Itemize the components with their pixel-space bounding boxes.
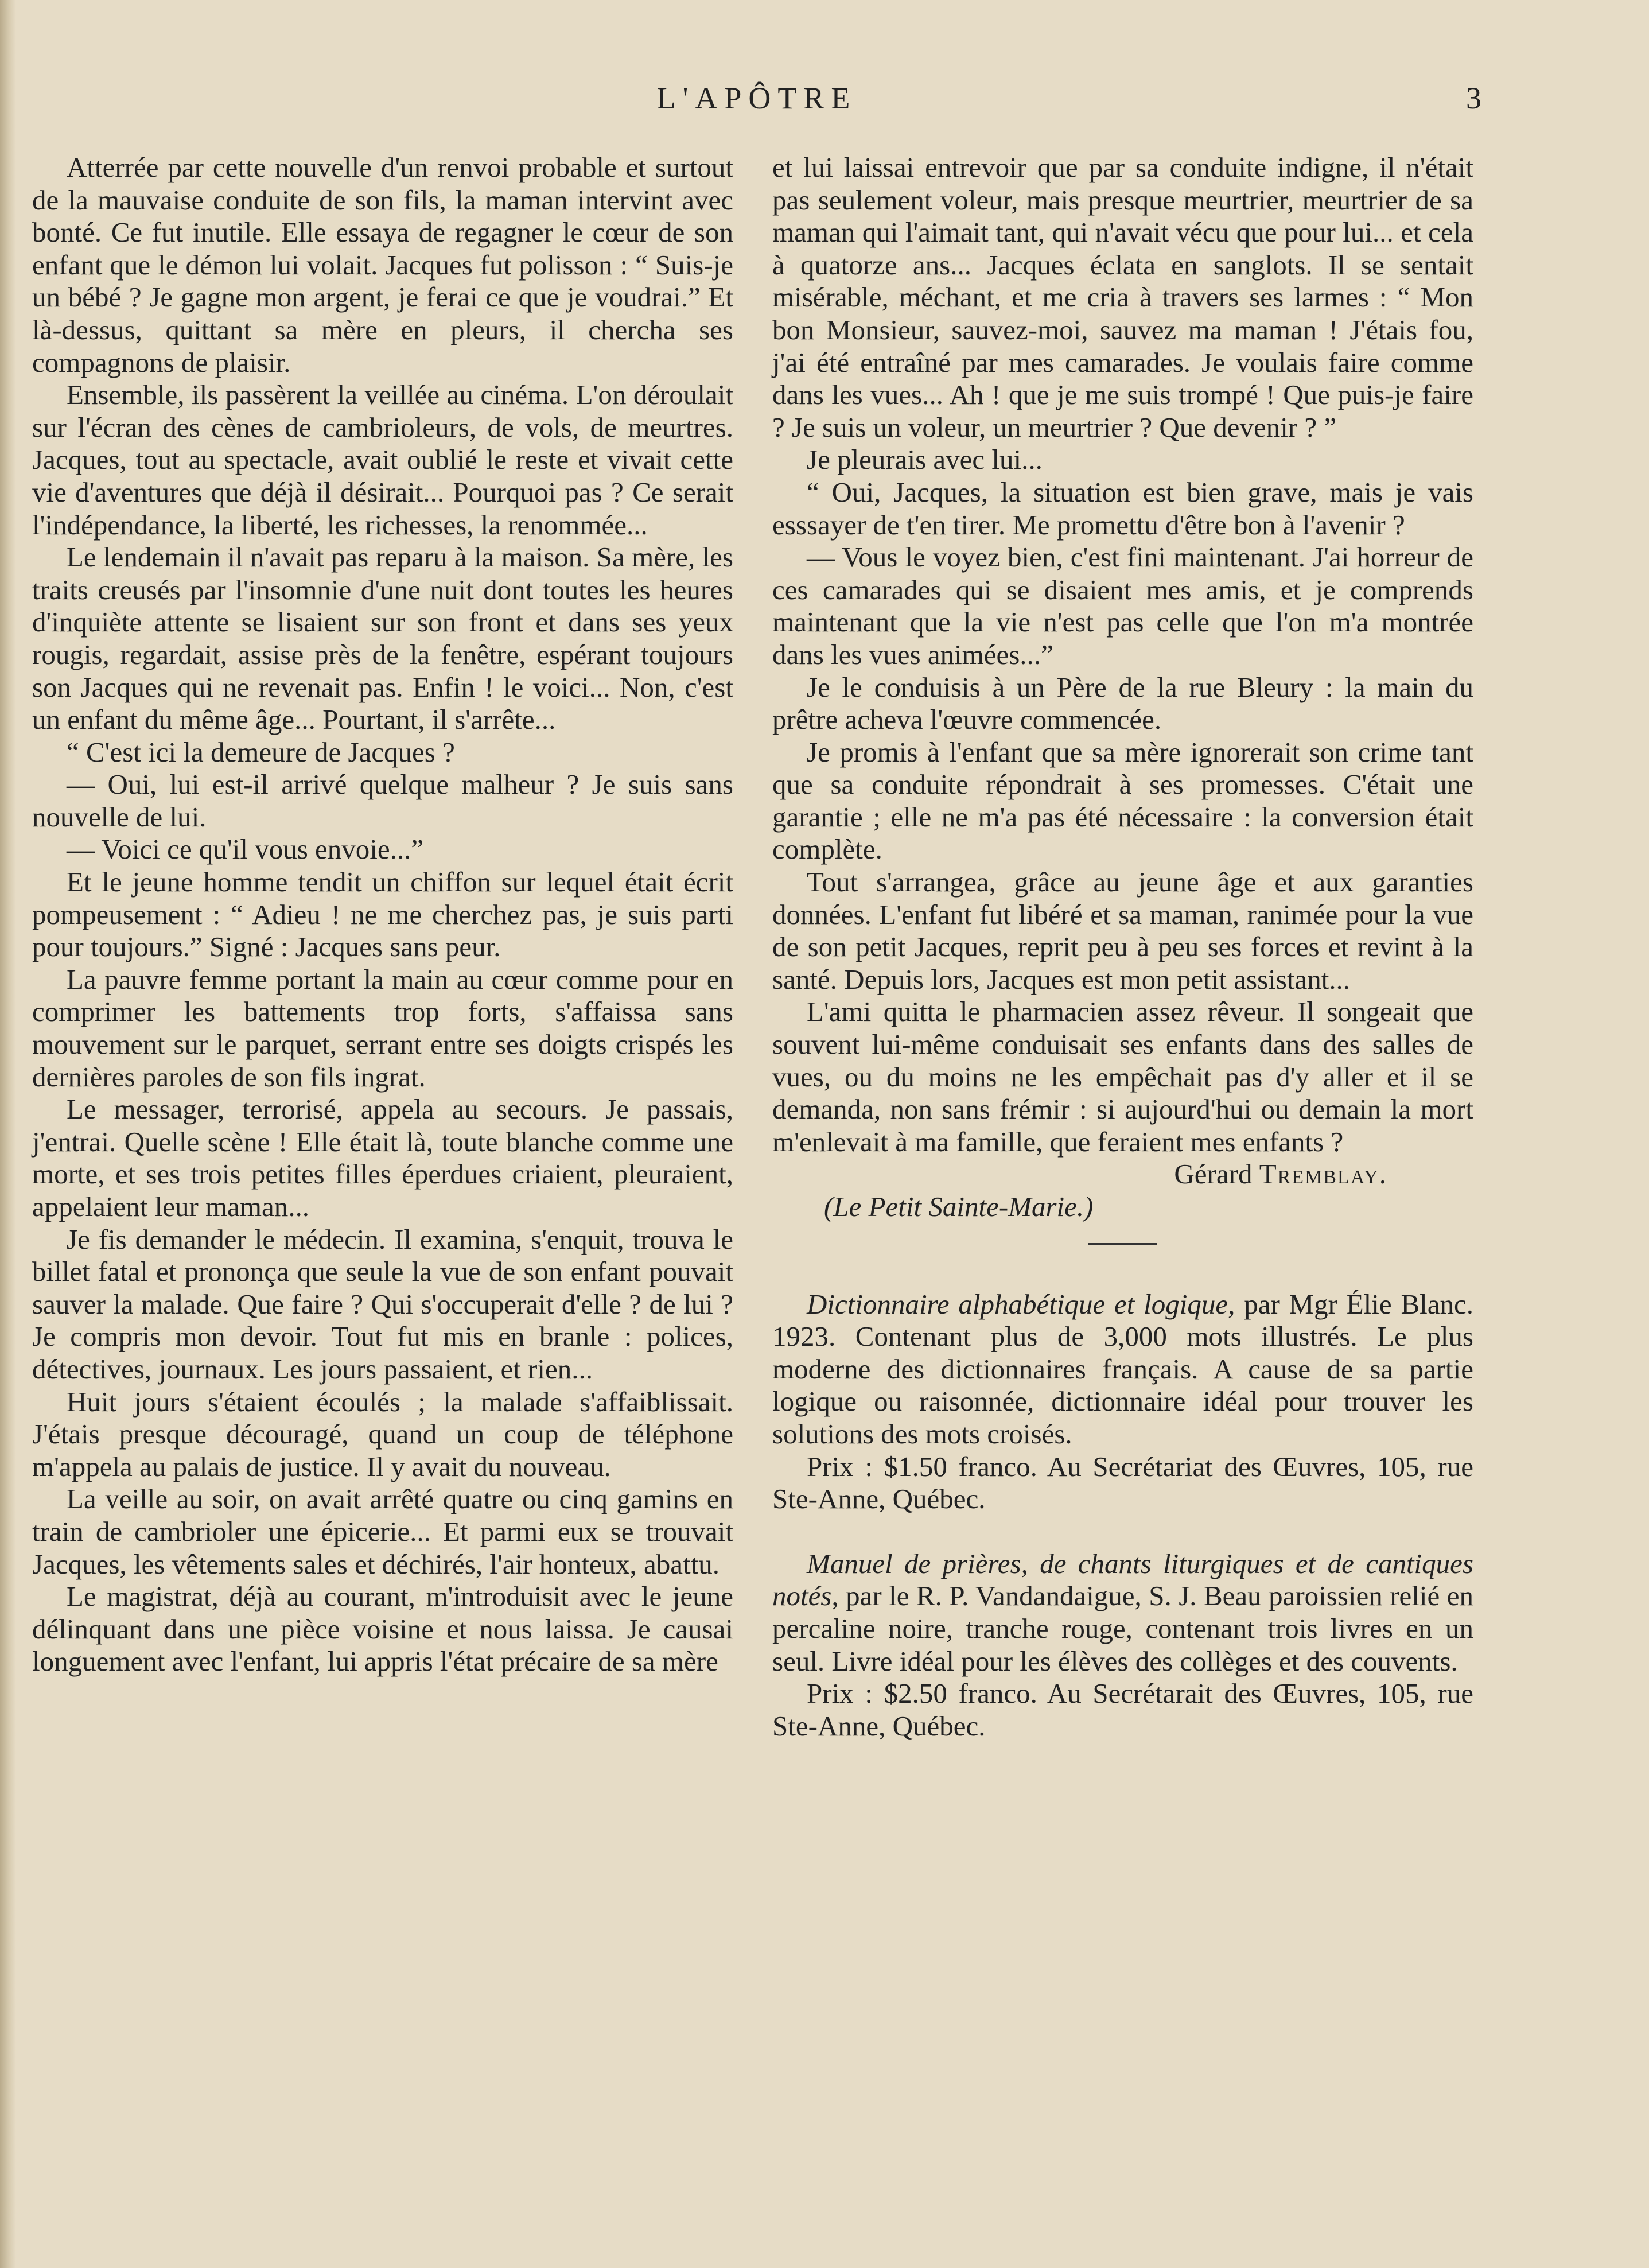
paragraph: Ensemble, ils passèrent la veillée au cinéma. L'on déroulait sur l'écran des cènes de cambrioleurs, de vols, de meurtres. Jacques, tout au spectacle, avait oublié le reste et vivait cette vie d'aventures que déjà il désirait... Pourquoi pas ? Ce serait l'indépendance, la liberté, les richesses, la renommée... <box>32 379 733 541</box>
paragraph: Je le conduisis à un Père de la rue Bleury : la main du prêtre acheva l'œuvre commencée. <box>772 671 1473 736</box>
paragraph: Le magistrat, déjà au courant, m'introduisit avec le jeune délinquant dans une pièce voisine et nous laissa. Je causai longuement avec l'enfant, lui appris l'état précaire de sa mère <box>32 1580 733 1677</box>
paragraph: Tout s'arrangea, grâce au jeune âge et aux garanties données. L'enfant fut libéré et sa maman, ranimée pour la vue de son petit Jacques, reprit peu à peu ses forces et revint à la santé. Depuis lors, Jacques est mon petit assistant... <box>772 866 1473 995</box>
page-number: 3 <box>1466 81 1481 115</box>
page-title: L'APÔTRE <box>656 81 857 115</box>
paragraph: La pauvre femme portant la main au cœur comme pour en comprimer les battements trop forts, s'affaissa sans mouvement sur le parquet, serrant entre ses doigts crispés les dernières paroles de son fils ingrat. <box>32 963 733 1093</box>
author-last-name: Tremblay. <box>1259 1158 1387 1190</box>
author-first-name: Gérard <box>1174 1158 1253 1190</box>
paragraph: Je pleurais avec lui... <box>807 444 1043 476</box>
page-edge <box>0 0 16 2268</box>
paragraph: — Oui, lui est-il arrivé quelque malheur ? Je suis sans nouvelle de lui. <box>32 768 733 833</box>
book-description: par le R. P. Vandandaigue, S. J. Beau paroissien relié en percaline noire, tranche rouge, contenant trois livres en un seul. Livre idéal pour les élèves des collèges et des couvents. <box>772 1580 1473 1677</box>
book-notice <box>772 1288 1473 1451</box>
book-notice <box>772 1548 1473 1677</box>
running-head <box>32 80 1481 115</box>
author-signature <box>772 1158 1473 1191</box>
paragraph: Atterrée par cette nouvelle d'un renvoi probable et surtout de la mauvaise conduite de son fils, la maman intervint avec bonté. Ce fut inutile. Elle essaya de regagner le cœur de son enfant que le démon lui volait. Jacques fut polisson : “ Suis-je un bébé ? Je gagne mon argent, je ferai ce que je voudrai.” Et là-dessus, quittant sa mère en pleurs, il chercha ses compagnons de plaisir. <box>32 152 733 378</box>
paragraph: La veille au soir, on avait arrêté quatre ou cinq gamins en train de cambrioler une épicerie... Et parmi eux se trouvait Jacques, les vêtements sales et déchirés, l'air honteux, abattu. <box>32 1483 733 1580</box>
book-description: par Mgr Élie Blanc. 1923. Contenant plus de 3,000 mots illustrés. Le plus moderne des dictionnaires français. A cause de sa partie logique ou raisonnée, dictionnaire idéal pour trouver les solutions des mots croisés. <box>772 1288 1473 1450</box>
paragraph: et lui laissai entrevoir que par sa conduite indigne, il n'était pas seulement voleur, mais presque meurtrier, meurtrier de sa maman qui l'aimait tant, qui n'avait vécu que pour lui... et cela à quatorze ans... Jacques éclata en sanglots. Il se sentait misérable, méchant, et me cria à travers ses larmes : “ Mon bon Monsieur, sauvez-moi, sauvez ma maman ! J'étais fou, j'ai été entraîné par mes camarades. Je voulais faire comme dans les vues... Ah ! que je me suis trompé ! Que puis-je faire ? Je suis un voleur, un meurtrier ? Que devenir ? ” <box>772 152 1473 443</box>
paragraph: Je promis à l'enfant que sa mère ignorerait son crime tant que sa conduite répondrait à ses promesses. C'était une garantie ; elle ne m'a pas été nécessaire : la conversion était complète. <box>772 736 1473 865</box>
left-column <box>32 152 733 1678</box>
section-divider <box>1088 1243 1157 1245</box>
paragraph: Et le jeune homme tendit un chiffon sur lequel était écrit pompeusement : “ Adieu ! ne me cherchez pas, je suis parti pour toujours.” Signé : Jacques sans peur. <box>32 866 733 963</box>
book-title: Dictionnaire alphabétique et logique, <box>807 1288 1235 1320</box>
paragraph: Le lendemain il n'avait pas reparu à la maison. Sa mère, les traits creusés par l'insomnie d'une nuit dont toutes les heures d'inquiète attente se lisaient sur son front et dans ses yeux rougis, regardait, assise près de la fenêtre, espérant toujours son Jacques qui ne revenait pas. Enfin ! le voici... Non, c'est un enfant du même âge... Pourtant, il s'arrête... <box>32 541 733 736</box>
source-citation: (Le Petit Sainte-Marie.) <box>824 1191 1094 1222</box>
paragraph: “ Oui, Jacques, la situation est bien grave, mais je vais esssayer de t'en tirer. Me promettu d'être bon à l'avenir ? <box>772 476 1473 541</box>
paragraph: Je fis demander le médecin. Il examina, s'enquit, trouva le billet fatal et prononça que seule la vue de son enfant pouvait sauver la malade. Que faire ? Qui s'occuperait d'elle ? de lui ? Je compris mon devoir. Tout fut mis en branle : polices, détectives, journaux. Les jours passaient, et rien... <box>32 1223 733 1385</box>
paragraph: Huit jours s'étaient écoulés ; la malade s'affaiblissait. J'étais presque découragé, quand un coup de téléphone m'appela au palais de justice. Il y avait du nouveau. <box>32 1385 733 1482</box>
paragraph: “ C'est ici la demeure de Jacques ? <box>67 736 455 768</box>
paragraph: L'ami quitta le pharmacien assez rêveur. Il songeait que souvent lui-même conduisait ses enfants dans des salles de vues, ou du moins ne les empêchait pas d'y aller et il se demanda, non sans frémir : si aujourd'hui ou demain la mort m'enlevait à ma famille, que feraient mes enfants ? <box>772 996 1473 1158</box>
book-title: Manuel de prières, de chants liturgiques et de cantiques notés, <box>772 1547 1473 1612</box>
paragraph: — Voici ce qu'il vous envoie...” <box>67 833 424 865</box>
paragraph: Le messager, terrorisé, appela au secours. Je passais, j'entrai. Quelle scène ! Elle était là, toute blanche comme une morte, et ses trois petites filles éperdues criaient, pleuraient, appelaient leur maman... <box>32 1093 733 1222</box>
book-price: Prix : $1.50 franco. Au Secrétariat des Œuvres, 105, rue Ste-Anne, Québec. <box>772 1450 1473 1515</box>
book-price: Prix : $2.50 franco. Au Secrétarait des Œuvres, 105, rue Ste-Anne, Québec. <box>772 1677 1473 1742</box>
right-column <box>772 152 1473 1742</box>
paragraph: — Vous le voyez bien, c'est fini maintenant. J'ai horreur de ces camarades qui se disaient mes amis, et je comprends maintenant que la vie n'est pas celle que l'on m'a montrée dans les vues animées...” <box>772 541 1473 670</box>
